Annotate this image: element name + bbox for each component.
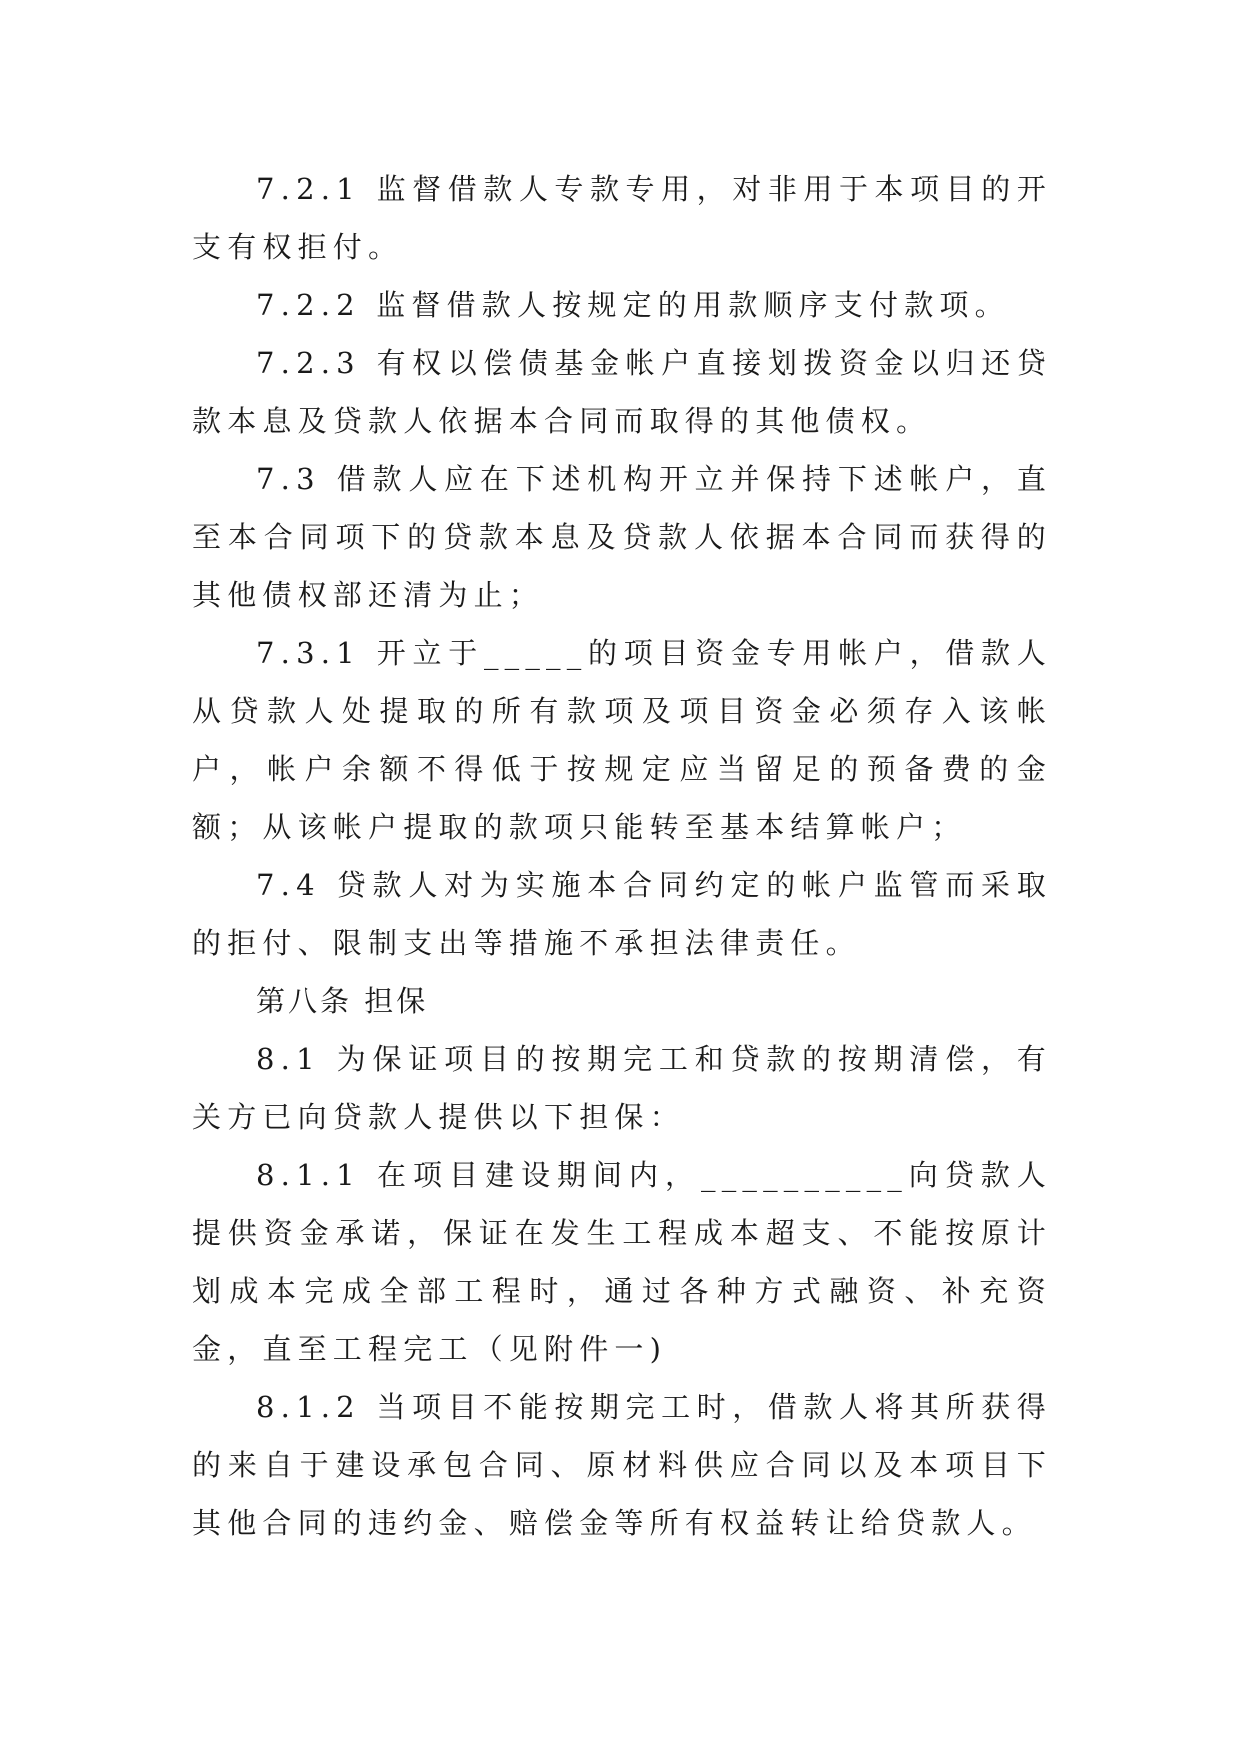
clause-7-3-1: 7.3.1 开立于_____的项目资金专用帐户，借款人从贷款人处提取的所有款项及项目资金必须存入该帐户，帐户余额不得低于按规定应当留足的预备费的金额；从该帐户提取的款项只能转至基本结算帐户； — [192, 636, 1052, 844]
clause-7-4: 7.4 贷款人对为实施本合同约定的帐户监管而采取的拒付、限制支出等措施不承担法律责任。 — [192, 868, 1052, 960]
clause-7-2-1: 7.2.1 监督借款人专款专用，对非用于本项目的开支有权拒付。 — [192, 172, 1052, 264]
clause-7-2-2: 7.2.2 监督借款人按规定的用款顺序支付款项。 — [256, 288, 1010, 322]
clause-7-3: 7.3 借款人应在下述机构开立并保持下述帐户，直至本合同项下的贷款本息及贷款人依据本合同而获得的其他债权部还清为止； — [192, 462, 1052, 612]
clause-8-1-1: 8.1.1 在项目建设期间内，__________向贷款人提供资金承诺，保证在发生工程成本超支、不能按原计划成本完成全部工程时，通过各种方式融资、补充资金，直至工程完工（见附件一) — [192, 1158, 1052, 1366]
document-body — [192, 160, 1052, 1552]
article-8-heading: 第八条 担保 — [256, 984, 429, 1018]
clause-8-1-2: 8.1.2 当项目不能按期完工时，借款人将其所获得的来自于建设承包合同、原材料供应合同以及本项目下其他合同的违约金、赔偿金等所有权益转让给贷款人。 — [192, 1390, 1052, 1540]
clause-7-2-3: 7.2.3 有权以偿债基金帐户直接划拨资金以归还贷款本息及贷款人依据本合同而取得的其他债权。 — [192, 346, 1052, 438]
clause-8-1: 8.1 为保证项目的按期完工和贷款的按期清偿，有关方已向贷款人提供以下担保： — [192, 1042, 1052, 1134]
